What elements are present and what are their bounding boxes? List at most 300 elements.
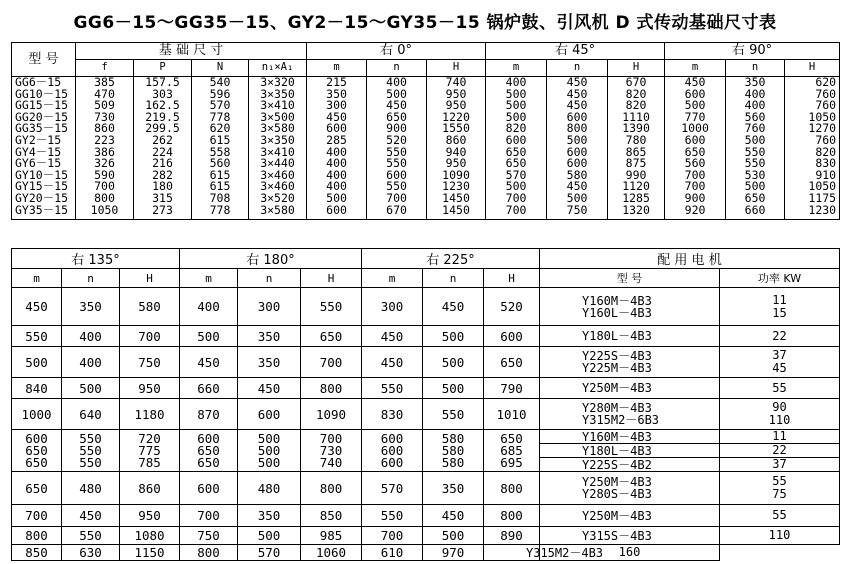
- dimension-value: 500: [505, 179, 527, 194]
- dimension-value: 600: [505, 132, 527, 147]
- dimension-value: 162.5: [145, 98, 180, 113]
- dimension-value: 386: [94, 144, 115, 159]
- model-name: GY6－15: [15, 156, 62, 171]
- column-header: P: [134, 60, 192, 77]
- dimension-value: 778: [209, 202, 231, 217]
- dimension-value: 700: [180, 505, 238, 527]
- dimension-value: 350: [744, 75, 766, 89]
- dimension-value: 500: [12, 347, 62, 378]
- dimension-value: 870: [180, 399, 238, 430]
- dimension-value: 400: [62, 347, 120, 378]
- dimension-value: 580: [566, 167, 588, 182]
- model-name: GG20－15: [15, 109, 69, 124]
- dimension-value: 650: [301, 326, 362, 347]
- model-name: GG35－15: [15, 121, 69, 136]
- dimension-value: 600: [180, 472, 238, 505]
- dimension-value: 509: [94, 98, 115, 113]
- dimension-value: 3×520: [260, 190, 295, 205]
- dimension-value: 950: [120, 378, 180, 399]
- dimension-value: 900: [684, 190, 706, 205]
- dimension-value: 500: [386, 86, 407, 101]
- dimension-value: 450: [238, 378, 301, 399]
- value-column: [192, 77, 249, 220]
- value-column: [134, 77, 192, 220]
- dimension-value: 480: [62, 472, 120, 505]
- motor-header: 配 用 电 机: [540, 249, 840, 269]
- dimension-value: 500: [566, 132, 588, 147]
- column-header: f: [76, 60, 134, 77]
- dimension-value: 600: [684, 86, 706, 101]
- dimension-value: 800: [301, 378, 362, 399]
- dimension-value: 550: [362, 378, 423, 399]
- column-header: H: [484, 269, 540, 288]
- dimension-value: 273: [152, 202, 173, 217]
- dimension-value: 950: [120, 505, 180, 527]
- motor-power: 37: [720, 458, 840, 472]
- dimension-value: 1110: [622, 109, 650, 124]
- dimension-value: 400: [62, 326, 120, 347]
- motor-model: Y225S－4B2: [540, 458, 720, 472]
- dimension-value: 157.5: [145, 75, 180, 89]
- dimension-value: 750: [180, 527, 238, 545]
- dimension-value: 760: [815, 98, 837, 113]
- value-column: [726, 77, 785, 220]
- value-column: [547, 77, 608, 220]
- dimension-value: 860: [120, 472, 180, 505]
- dimension-value: 450: [386, 98, 407, 113]
- dimension-value: 830: [815, 156, 837, 171]
- dimension-value: 500: [684, 98, 706, 113]
- dimension-value: 550: [12, 326, 62, 347]
- dimension-value: 500: [744, 132, 766, 147]
- motor-power: 55: [720, 378, 840, 399]
- dimension-value: 590: [94, 167, 115, 182]
- dimension-value: 570: [362, 472, 423, 505]
- dimension-value: 450: [566, 75, 588, 89]
- dimension-value: 450: [566, 179, 588, 194]
- dimension-value: 850: [301, 505, 362, 527]
- dimension-value: 560: [209, 156, 231, 171]
- dimension-value: 600: [566, 144, 588, 159]
- dimension-value: 350: [238, 326, 301, 347]
- dimension-value: 350: [62, 288, 120, 326]
- motor-model: Y180L－4B3: [540, 444, 720, 458]
- motor-power: 11 15: [720, 288, 840, 326]
- dimension-value: 820: [815, 144, 837, 159]
- dimension-value: 180: [152, 179, 173, 194]
- dimension-value: 550: [386, 179, 407, 194]
- dimension-value: 1010: [484, 399, 540, 430]
- dimension-value: 580 580 580: [423, 430, 484, 472]
- dimension-value: 700: [505, 202, 527, 217]
- dimension-value: 600 650 650: [180, 430, 238, 472]
- base-dimension-table: [11, 42, 840, 220]
- dimension-value: 350: [423, 472, 484, 505]
- dimension-value: 950: [445, 98, 467, 113]
- dimension-value: 550: [386, 144, 407, 159]
- right-45-header: 右 45°: [486, 43, 665, 60]
- dimension-value: 650: [12, 472, 62, 505]
- dimension-value: 970: [423, 545, 484, 561]
- dimension-value: 790: [484, 378, 540, 399]
- dimension-value: 500: [180, 326, 238, 347]
- dimension-value: 720 775 785: [120, 430, 180, 472]
- dimension-value: 450: [684, 75, 706, 89]
- dimension-value: 940: [445, 144, 467, 159]
- dimension-value: 860: [445, 132, 467, 147]
- dimension-value: 219.5: [145, 109, 180, 124]
- dimension-value: 600: [484, 326, 540, 347]
- dimension-value: 615: [209, 132, 231, 147]
- dimension-value: 620: [209, 121, 231, 136]
- dimension-value: 800: [94, 190, 115, 205]
- dimension-value: 1230: [442, 179, 470, 194]
- model-name: GY20－15: [15, 190, 69, 205]
- dimension-value: 600: [566, 156, 588, 171]
- column-header: n: [423, 269, 484, 288]
- dimension-value: 550: [362, 505, 423, 527]
- motor-model: Y315M2－4B3: [484, 545, 540, 561]
- dimension-value: 400: [744, 86, 766, 101]
- dimension-value: 450: [362, 326, 423, 347]
- dimension-value: 760: [744, 121, 766, 136]
- dimension-value: 223: [94, 132, 115, 147]
- dimension-value: 3×460: [260, 167, 295, 182]
- motor-power: 37 45: [720, 347, 840, 378]
- dimension-value: 1220: [442, 109, 470, 124]
- model-name: GY35－15: [15, 202, 69, 217]
- dimension-value: 470: [94, 86, 115, 101]
- model-name: GY4－15: [15, 144, 62, 159]
- dimension-value: 1175: [808, 190, 837, 205]
- column-header: m: [486, 60, 547, 77]
- dimension-value: 450: [326, 109, 347, 124]
- dimension-value: 650 685 695: [484, 430, 540, 472]
- dimension-value: 500: [423, 326, 484, 347]
- value-column: [427, 77, 486, 220]
- dimension-value: 750: [566, 202, 588, 217]
- dimension-value: 650: [505, 156, 527, 171]
- dimension-value: 3×320: [260, 75, 295, 89]
- model-name: GY2－15: [15, 132, 62, 147]
- dimension-value: 480: [238, 472, 301, 505]
- column-header: m: [665, 60, 726, 77]
- dimension-value: 600 650 650: [12, 430, 62, 472]
- dimension-value: 1550: [442, 121, 470, 136]
- dimension-value: 1180: [120, 399, 180, 430]
- dimension-value: 1000: [12, 399, 62, 430]
- dimension-value: 300: [326, 98, 347, 113]
- motor-model: Y225S－4B3 Y225M－4B3: [540, 347, 720, 378]
- model-header: 型 号: [12, 43, 76, 77]
- dimension-value: 500 500 500: [238, 430, 301, 472]
- column-header: H: [120, 269, 180, 288]
- dimension-value: 350: [238, 347, 301, 378]
- motor-power-header: 功率 KW: [720, 269, 840, 288]
- dimension-value: 800: [484, 505, 540, 527]
- dimension-value: 450: [423, 505, 484, 527]
- dimension-value: 500: [423, 527, 484, 545]
- dimension-value: 820: [625, 98, 647, 113]
- dimension-value: 800: [301, 472, 362, 505]
- dimension-value: 700: [301, 347, 362, 378]
- dimension-value: 750: [120, 347, 180, 378]
- dimension-value: 560: [744, 109, 766, 124]
- dimension-value: 400: [326, 156, 347, 171]
- dimension-value: 800: [180, 545, 238, 561]
- column-header: m: [307, 60, 367, 77]
- dimension-value: 800: [566, 121, 588, 136]
- right-90-header: 右 90°: [665, 43, 840, 60]
- dimension-value: 500: [744, 179, 766, 194]
- model-name: GG10－15: [15, 86, 69, 101]
- dimension-value: 570: [209, 98, 231, 113]
- motor-model: Y180L－4B3: [540, 326, 720, 347]
- model-name: GY10－15: [15, 167, 69, 182]
- dimension-value: 580: [120, 288, 180, 326]
- motor-power: 110: [720, 527, 840, 545]
- dimension-value: 560: [684, 156, 706, 171]
- dimension-value: 3×500: [260, 109, 295, 124]
- column-header: H: [427, 60, 486, 77]
- dimension-value: 400: [505, 75, 527, 89]
- dimension-value: 450: [362, 347, 423, 378]
- base-size-header: 基 础 尺 寸: [76, 43, 307, 60]
- dimension-value: 550: [423, 399, 484, 430]
- motor-power: 22: [720, 444, 840, 458]
- dimension-value: 450: [566, 98, 588, 113]
- dimension-value: 660: [744, 202, 766, 217]
- right-135-header: 右 135°: [12, 249, 180, 269]
- dimension-value: 700: [505, 190, 527, 205]
- value-column: [486, 77, 547, 220]
- model-column: [12, 77, 76, 220]
- dimension-value: 660: [180, 378, 238, 399]
- dimension-value: 450: [62, 505, 120, 527]
- value-column: [76, 77, 134, 220]
- motor-model: Y250M－4B3: [540, 505, 720, 527]
- dimension-value: 326: [94, 156, 115, 171]
- dimension-value: 700 730 740: [301, 430, 362, 472]
- dimension-value: 950: [445, 156, 467, 171]
- dimension-value: 850: [12, 545, 62, 561]
- dimension-value: 1230: [808, 202, 837, 217]
- dimension-value: 860: [94, 121, 115, 136]
- dimension-value: 500: [505, 109, 527, 124]
- column-header: H: [608, 60, 665, 77]
- dimension-value: 650: [505, 144, 527, 159]
- dimension-value: 640: [62, 399, 120, 430]
- dimension-value: 1285: [622, 190, 650, 205]
- dimension-value: 299.5: [145, 121, 180, 136]
- dimension-value: 865: [625, 144, 647, 159]
- motor-power: 11: [720, 430, 840, 444]
- column-header: n₁×A₁: [249, 60, 307, 77]
- dimension-value: 600: [566, 109, 588, 124]
- dimension-value: 3×580: [260, 202, 295, 217]
- dimension-value: 670: [625, 75, 647, 89]
- dimension-value: 700: [684, 167, 706, 182]
- motor-model: Y160M－4B3 Y160L－4B3: [540, 288, 720, 326]
- dimension-value: 760: [815, 132, 837, 147]
- column-header: H: [785, 60, 840, 77]
- dimension-value: 1090: [301, 399, 362, 430]
- column-header: H: [301, 269, 362, 288]
- dimension-value: 600: [326, 121, 347, 136]
- dimension-value: 224: [152, 144, 173, 159]
- column-header: m: [180, 269, 238, 288]
- dimension-value: 650: [386, 109, 407, 124]
- dimension-value: 730: [94, 109, 115, 124]
- dimension-value: 350: [238, 505, 301, 527]
- dimension-value: 1050: [808, 109, 837, 124]
- value-column: [307, 77, 367, 220]
- value-column: [785, 77, 840, 220]
- dimension-value: 700: [684, 179, 706, 194]
- column-header: N: [192, 60, 249, 77]
- dimension-value: 400: [744, 98, 766, 113]
- dimension-value: 400: [326, 144, 347, 159]
- dimension-value: 558: [209, 144, 231, 159]
- dimension-value: 216: [152, 156, 173, 171]
- dimension-value: 300: [238, 288, 301, 326]
- column-header: m: [12, 269, 62, 288]
- column-header: n: [726, 60, 785, 77]
- dimension-value: 385: [94, 75, 115, 89]
- dimension-value: 500: [566, 190, 588, 205]
- dimension-value: 778: [209, 109, 231, 124]
- dimension-value: 520: [386, 132, 407, 147]
- dimension-value: 300: [362, 288, 423, 326]
- motor-model: Y315S－4B3: [540, 527, 720, 545]
- dimension-value: 400: [180, 288, 238, 326]
- dimension-value: 596: [209, 86, 231, 101]
- dimension-value: 620: [815, 75, 837, 89]
- dimension-value: 3×410: [260, 144, 295, 159]
- dimension-value: 215: [326, 75, 347, 89]
- dimension-value: 900: [386, 121, 407, 136]
- dimension-value: 630: [62, 545, 120, 561]
- dimension-value: 3×350: [260, 86, 295, 101]
- dimension-value: 650: [484, 347, 540, 378]
- motor-power: 160: [540, 545, 720, 561]
- right-180-header: 右 180°: [180, 249, 362, 269]
- dimension-value: 550: [744, 144, 766, 159]
- dimension-value: 3×460: [260, 179, 295, 194]
- dimension-value: 315: [152, 190, 173, 205]
- dimension-value: 800: [484, 472, 540, 505]
- dimension-value: 1150: [120, 545, 180, 561]
- dimension-value: 550: [744, 156, 766, 171]
- motor-power: 55: [720, 505, 840, 527]
- dimension-value: 1390: [622, 121, 650, 136]
- dimension-value: 3×350: [260, 132, 295, 147]
- model-name: GG6－15: [15, 75, 62, 89]
- dimension-value: 610: [362, 545, 423, 561]
- dimension-value: 1080: [120, 527, 180, 545]
- motor-power: 90 110: [720, 399, 840, 430]
- motor-model: Y280M－4B3 Y315M2－6B3: [540, 399, 720, 430]
- dimension-value: 400: [326, 167, 347, 182]
- dimension-value: 1320: [622, 202, 650, 217]
- value-column: [249, 77, 307, 220]
- dimension-value: 570: [238, 545, 301, 561]
- dimension-value: 450: [566, 86, 588, 101]
- dimension-value: 670: [386, 202, 407, 217]
- dimension-value: 500: [423, 347, 484, 378]
- motor-power: 55 75: [720, 472, 840, 505]
- dimension-value: 350: [326, 86, 347, 101]
- column-header: m: [362, 269, 423, 288]
- dimension-value: 875: [625, 156, 647, 171]
- dimension-value: 700: [386, 190, 407, 205]
- motor-power: 22: [720, 326, 840, 347]
- dimension-value: 615: [209, 167, 231, 182]
- dimension-value: 830: [362, 399, 423, 430]
- column-header: n: [62, 269, 120, 288]
- value-column: [608, 77, 665, 220]
- dimension-value: 550: [62, 527, 120, 545]
- dimension-value: 600: [386, 167, 407, 182]
- dimension-value: 400: [386, 75, 407, 89]
- dimension-value: 615: [209, 179, 231, 194]
- motor-model: Y250M－4B3 Y280S－4B3: [540, 472, 720, 505]
- dimension-value: 3×440: [260, 156, 295, 171]
- dimension-value: 500: [62, 378, 120, 399]
- dimension-value: 550: [386, 156, 407, 171]
- right-225-header: 右 225°: [362, 249, 540, 269]
- value-column: [367, 77, 427, 220]
- motor-model-header: 型 号: [540, 269, 720, 288]
- column-header: n: [367, 60, 427, 77]
- dimension-value: 500: [505, 86, 527, 101]
- dimension-value: 550 550 550: [62, 430, 120, 472]
- dimension-value: 1090: [442, 167, 470, 182]
- model-name: GG15－15: [15, 98, 69, 113]
- motor-model: Y250M－4B3: [540, 378, 720, 399]
- dimension-value: 400: [326, 179, 347, 194]
- dimension-value: 450: [180, 347, 238, 378]
- dimension-value: 285: [326, 132, 347, 147]
- dimension-value: 1450: [442, 190, 470, 205]
- dimension-value: 700: [120, 326, 180, 347]
- dimension-value: 530: [744, 167, 766, 182]
- dimension-value: 990: [625, 167, 647, 182]
- dimension-value: 600 600 600: [362, 430, 423, 472]
- dimension-value: 910: [815, 167, 837, 182]
- dimension-value: 650: [684, 144, 706, 159]
- right-0-header: 右 0°: [307, 43, 486, 60]
- dimension-value: 740: [445, 75, 467, 89]
- dimension-value: 500: [238, 527, 301, 545]
- dimension-value: 3×410: [260, 98, 295, 113]
- dimension-value: 820: [505, 121, 527, 136]
- column-header: n: [547, 60, 608, 77]
- table-title: GG6－15～GG35－15、GY2－15～GY35－15 锅炉鼓、引风机 D 式传动基础尺寸表: [73, 13, 777, 33]
- dimension-value: 600: [684, 132, 706, 147]
- dimension-value: 3×580: [260, 121, 295, 136]
- dimension-value: 950: [445, 86, 467, 101]
- dimension-value: 520: [484, 288, 540, 326]
- dimension-value: 820: [625, 86, 647, 101]
- motor-dimension-table: [11, 248, 840, 561]
- dimension-value: 985: [301, 527, 362, 545]
- dimension-value: 700: [94, 179, 115, 194]
- dimension-value: 500: [326, 190, 347, 205]
- dimension-value: 1000: [681, 121, 709, 136]
- dimension-value: 800: [12, 527, 62, 545]
- dimension-value: 1120: [622, 179, 650, 194]
